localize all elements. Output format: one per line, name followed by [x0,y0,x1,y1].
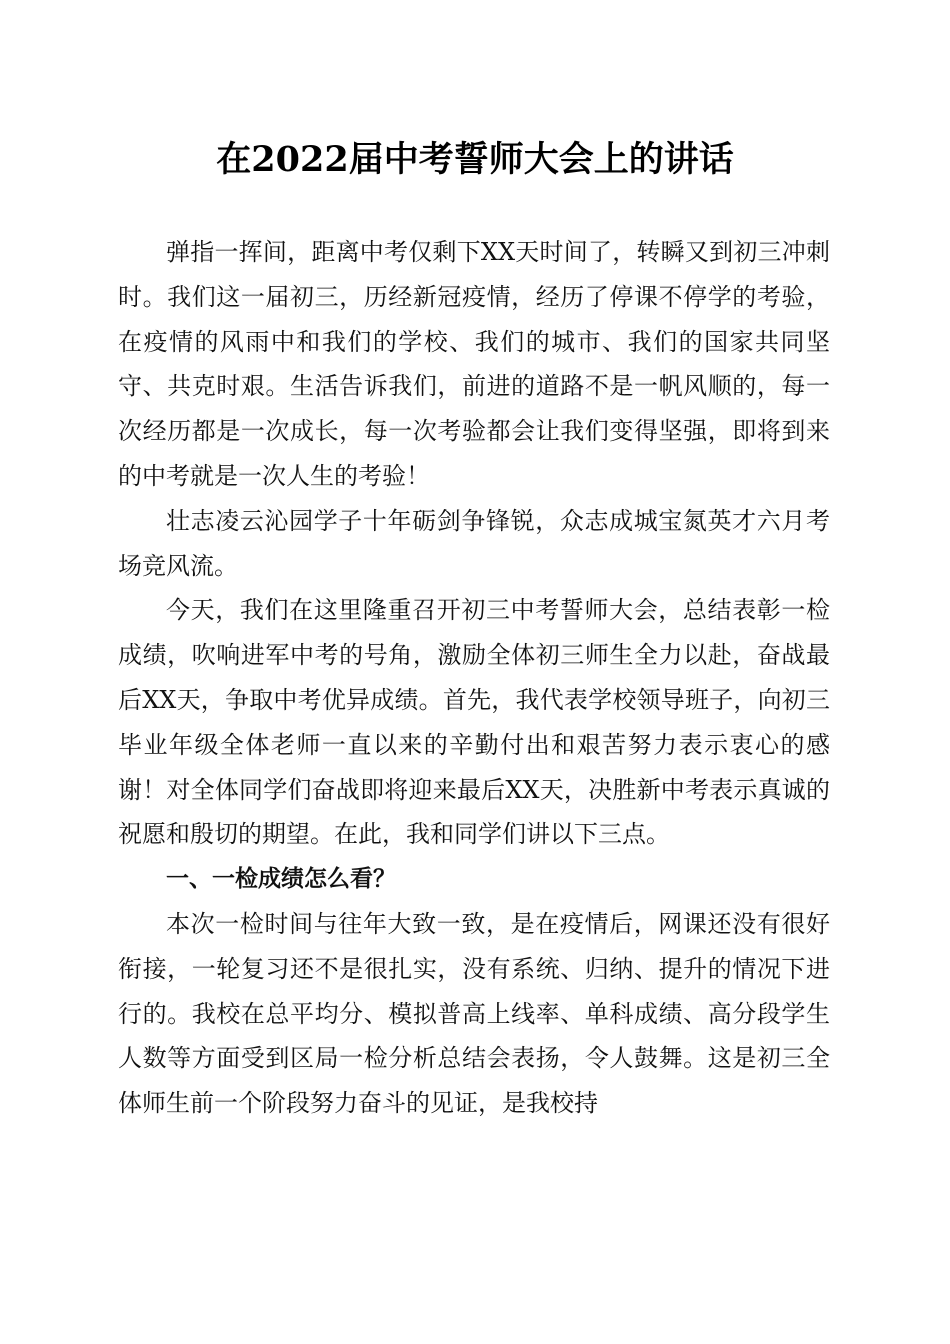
paragraph-opening: 弹指一挥间，距离中考仅剩下XX天时间了，转瞬又到初三冲刺时。我们这一届初三，历经新冠疫情，经历了停课不停学的考验，在疫情的风雨中和我们的学校、我们的城市、我们的国家共同坚守、共克时艰。生活告诉我们，前进的道路不是一帆风顺的，每一次经历都是一次成长，每一次考验都会让我们变得坚强，即将到来的中考就是一次人生的考验！ [118,238,830,490]
paragraph-section-1: 本次一检时间与往年大致一致，是在疫情后，网课还没有很好衔接，一轮复习还不是很扎实，没有系统、归纳、提升的情况下进行的。我校在总平均分、模拟普高上线率、单科成绩、高分段学生人数等方面受到区局一检分析总结会表扬，令人鼓舞。这是初三全体师生前一个阶段努力奋斗的见证，是我校持 [118,909,830,1118]
document-body [118,230,830,1126]
document-title: 在2022届中考誓师大会上的讲话 [216,139,734,180]
paragraph-meeting-purpose: 今天，我们在这里隆重召开初三中考誓师大会，总结表彰一检成绩，吹响进军中考的号角，激励全体初三师生全力以赴，奋战最后XX天，争取中考优异成绩。首先，我代表学校领导班子，向初三毕业年级全体老师一直以来的辛勤付出和艰苦努力表示衷心的感谢！对全体同学们奋战即将迎来最后XX天，决胜新中考表示真诚的祝愿和殷切的期望。在此，我和同学们讲以下三点。 [118,596,830,849]
section-heading-1: 一、一检成绩怎么看？ [166,866,396,893]
paragraph-slogan: 壮志凌云沁园学子十年砺剑争锋锐，众志成城宝氮英才六月考场竞风流。 [118,506,830,580]
